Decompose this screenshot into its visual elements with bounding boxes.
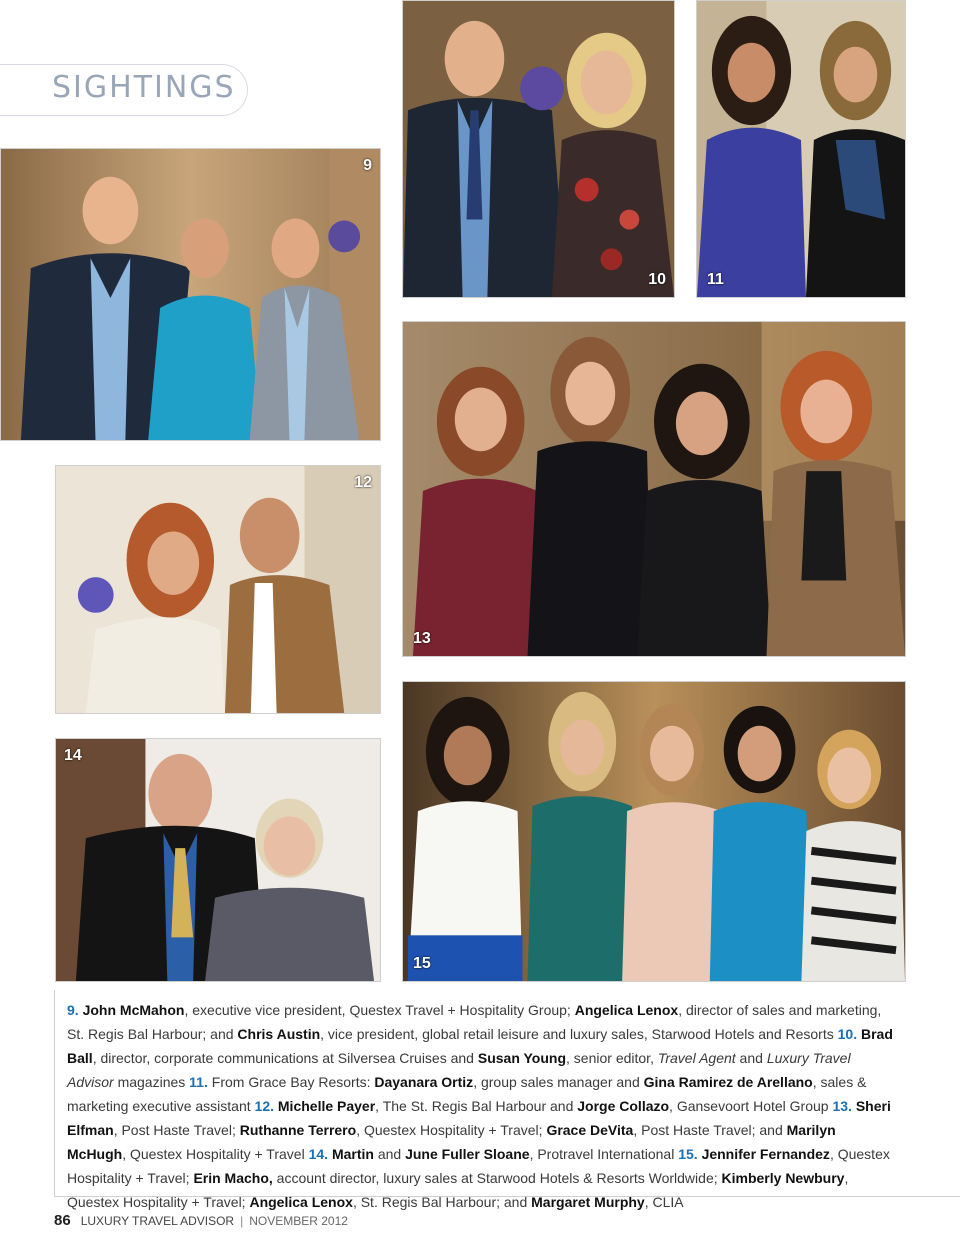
caption-rule-left bbox=[54, 990, 55, 1196]
caption-name: Angelica Lenox bbox=[249, 1194, 353, 1210]
caption-name: Jorge Collazo bbox=[577, 1098, 670, 1114]
caption-detail: , Post Haste Travel; bbox=[113, 1122, 240, 1138]
caption-number: 15. bbox=[678, 1146, 698, 1162]
caption-detail: , executive vice president, Questex Travel + Hospitality Group; bbox=[184, 1002, 575, 1018]
caption-detail: , The St. Regis Bal Harbour and bbox=[375, 1098, 578, 1114]
caption-name: Ruthanne Terrero bbox=[239, 1122, 357, 1138]
publication-name: LUXURY TRAVEL ADVISOR bbox=[80, 1214, 235, 1228]
caption-detail: magazines bbox=[113, 1074, 190, 1090]
caption-italic: Luxury Travel Advisor bbox=[67, 1050, 851, 1090]
caption-number: 10. bbox=[837, 1026, 858, 1042]
caption-name: Susan Young bbox=[477, 1050, 567, 1066]
photo-13 bbox=[402, 321, 906, 657]
caption-detail: and bbox=[373, 1146, 406, 1162]
photo-number: 13 bbox=[413, 630, 431, 647]
caption-name: Margaret Murphy bbox=[531, 1194, 645, 1210]
caption-name: Michelle Payer bbox=[277, 1098, 376, 1114]
photo-number: 10 bbox=[648, 271, 666, 288]
caption-name: June Fuller Sloane bbox=[405, 1146, 530, 1162]
page-number: 86 bbox=[54, 1212, 71, 1229]
caption-name: Jennifer Fernandez bbox=[701, 1146, 830, 1162]
page-footer bbox=[54, 1212, 348, 1229]
caption-detail: and bbox=[735, 1050, 767, 1066]
section-title: SIGHTINGS bbox=[52, 70, 236, 105]
caption-name: Chris Austin bbox=[237, 1026, 321, 1042]
caption-detail: , vice president, global retail leisure and luxury sales, Starwood Hotels and Resorts bbox=[320, 1026, 838, 1042]
caption-number: 11. bbox=[189, 1074, 208, 1090]
caption-italic: Travel Agent bbox=[657, 1050, 736, 1066]
caption-detail: , senior editor, bbox=[566, 1050, 658, 1066]
caption-name: Marilyn McHugh bbox=[67, 1122, 836, 1162]
issue-date: NOVEMBER 2012 bbox=[249, 1214, 348, 1228]
caption-number: 9. bbox=[67, 1002, 79, 1018]
photo-9 bbox=[0, 148, 381, 441]
photo-12 bbox=[55, 465, 381, 714]
caption-detail: , Post Haste Travel; and bbox=[633, 1122, 787, 1138]
caption-number: 13. bbox=[832, 1098, 852, 1114]
photo-number: 12 bbox=[354, 474, 372, 491]
caption-text bbox=[67, 998, 897, 1214]
photo-11 bbox=[696, 0, 906, 298]
photo-number: 11 bbox=[707, 271, 724, 288]
photo-number: 9 bbox=[363, 157, 372, 174]
photo-15 bbox=[402, 681, 906, 982]
caption-name: Sheri Elfman bbox=[67, 1098, 891, 1138]
caption-detail: , Questex Hospitality + Travel; bbox=[356, 1122, 547, 1138]
caption-number: 12. bbox=[254, 1098, 274, 1114]
footer-separator: | bbox=[240, 1214, 244, 1228]
caption-name: Grace DeVita bbox=[546, 1122, 634, 1138]
caption-name: Gina Ramirez de Arellano bbox=[643, 1074, 813, 1090]
caption-name: Martin bbox=[331, 1146, 374, 1162]
photo-number: 14 bbox=[64, 747, 82, 764]
caption-detail: , Gansevoort Hotel Group bbox=[669, 1098, 833, 1114]
caption-detail: , Questex Hospitality + Travel bbox=[122, 1146, 309, 1162]
caption-detail: , Questex Hospitality + Travel; bbox=[67, 1146, 890, 1186]
caption-name: Angelica Lenox bbox=[574, 1002, 679, 1018]
caption-detail: , sales & marketing executive assistant bbox=[67, 1074, 867, 1114]
caption-detail: , group sales manager and bbox=[473, 1074, 644, 1090]
caption-name: Erin Macho, bbox=[193, 1170, 273, 1186]
caption-detail: , director of sales and marketing, St. Regis Bal Harbour; and bbox=[67, 1002, 882, 1042]
caption-detail: , Protravel International bbox=[529, 1146, 679, 1162]
caption-detail: , CLIA bbox=[644, 1194, 684, 1210]
caption-number: 14. bbox=[308, 1146, 329, 1162]
caption-name: Dayanara Ortiz bbox=[374, 1074, 474, 1090]
photo-number: 15 bbox=[413, 955, 431, 972]
caption-detail: , St. Regis Bal Harbour; and bbox=[352, 1194, 532, 1210]
caption-name: John McMahon bbox=[82, 1002, 185, 1018]
photo-14 bbox=[55, 738, 381, 982]
caption-detail: account director, luxury sales at Starwood Hotels & Resorts Worldwide; bbox=[272, 1170, 722, 1186]
caption-detail: From Grace Bay Resorts: bbox=[211, 1074, 375, 1090]
caption-detail: , director, corporate communications at Silversea Cruises and bbox=[92, 1050, 478, 1066]
photo-10 bbox=[402, 0, 675, 298]
caption-name: Kimberly Newbury bbox=[721, 1170, 845, 1186]
caption-detail: , Questex Hospitality + Travel; bbox=[67, 1170, 849, 1210]
caption-name: Brad Ball bbox=[67, 1026, 893, 1066]
